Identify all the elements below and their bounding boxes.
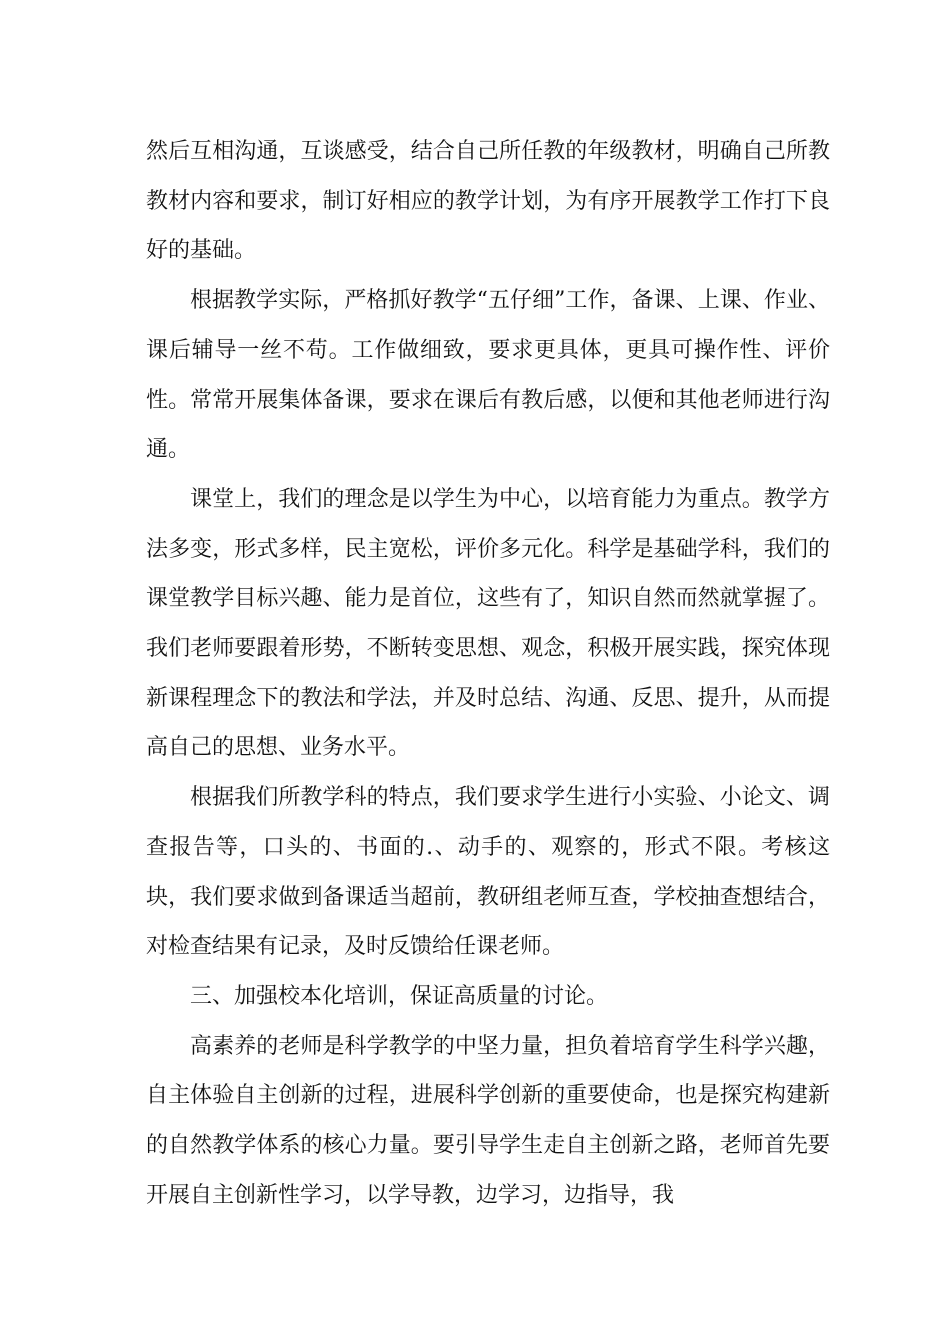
paragraph-classroom-philosophy: 课堂上，我们的理念是以学生为中心，以培育能力为重点。教学方法多变，形式多样，民主宽松，评价多元化。科学是基础学科，我们的课堂教学目标兴趣、能力是首位，这些有了，知识自然而然就掌握了。我们老师要跟着形势，不断转变思想、观念，积极开展实践，探究体现新课程理念下的教法和学法，并及时总结、沟通、反思、提升，从而提高自己的思想、业务水平。 [146,486,830,761]
paragraph-student-assessment: 根据我们所教学科的特点，我们要求学生进行小实验、小论文、调查报告等，口头的、书面的.、动手的、观察的，形式不限。考核这块，我们要求做到备课适当超前，教研组老师互查，学校抽查想结合，对检查结果有记录，及时反馈给任课老师。 [146,785,830,960]
paragraph-teacher-quality: 高素养的老师是科学教学的中坚力量，担负着培育学生科学兴趣，自主体验自主创新的过程，进展科学创新的重要使命，也是探究构建新的自然教学体系的核心力量。要引导学生走自主创新之路，老师首先要开展自主创新性学习，以学导教，边学习，边指导，我 [146,1033,830,1208]
paragraph-lesson-preparation: 根据教学实际，严格抓好教学“五仔细”工作，备课、上课、作业、课后辅导一丝不苟。工作做细致，要求更具体，更具可操作性、评价性。常常开展集体备课，要求在课后有教后感，以便和其他老师进行沟通。 [146,288,830,463]
paragraph-continuation: 然后互相沟通，互谈感受，结合自己所任教的年级教材，明确自己所教教材内容和要求，制订好相应的教学计划，为有序开展教学工作打下良好的基础。 [146,139,830,264]
document-body [146,127,830,1220]
section-heading-training: 三、加强校本化培训，保证高质量的讨论。 [190,983,609,1009]
